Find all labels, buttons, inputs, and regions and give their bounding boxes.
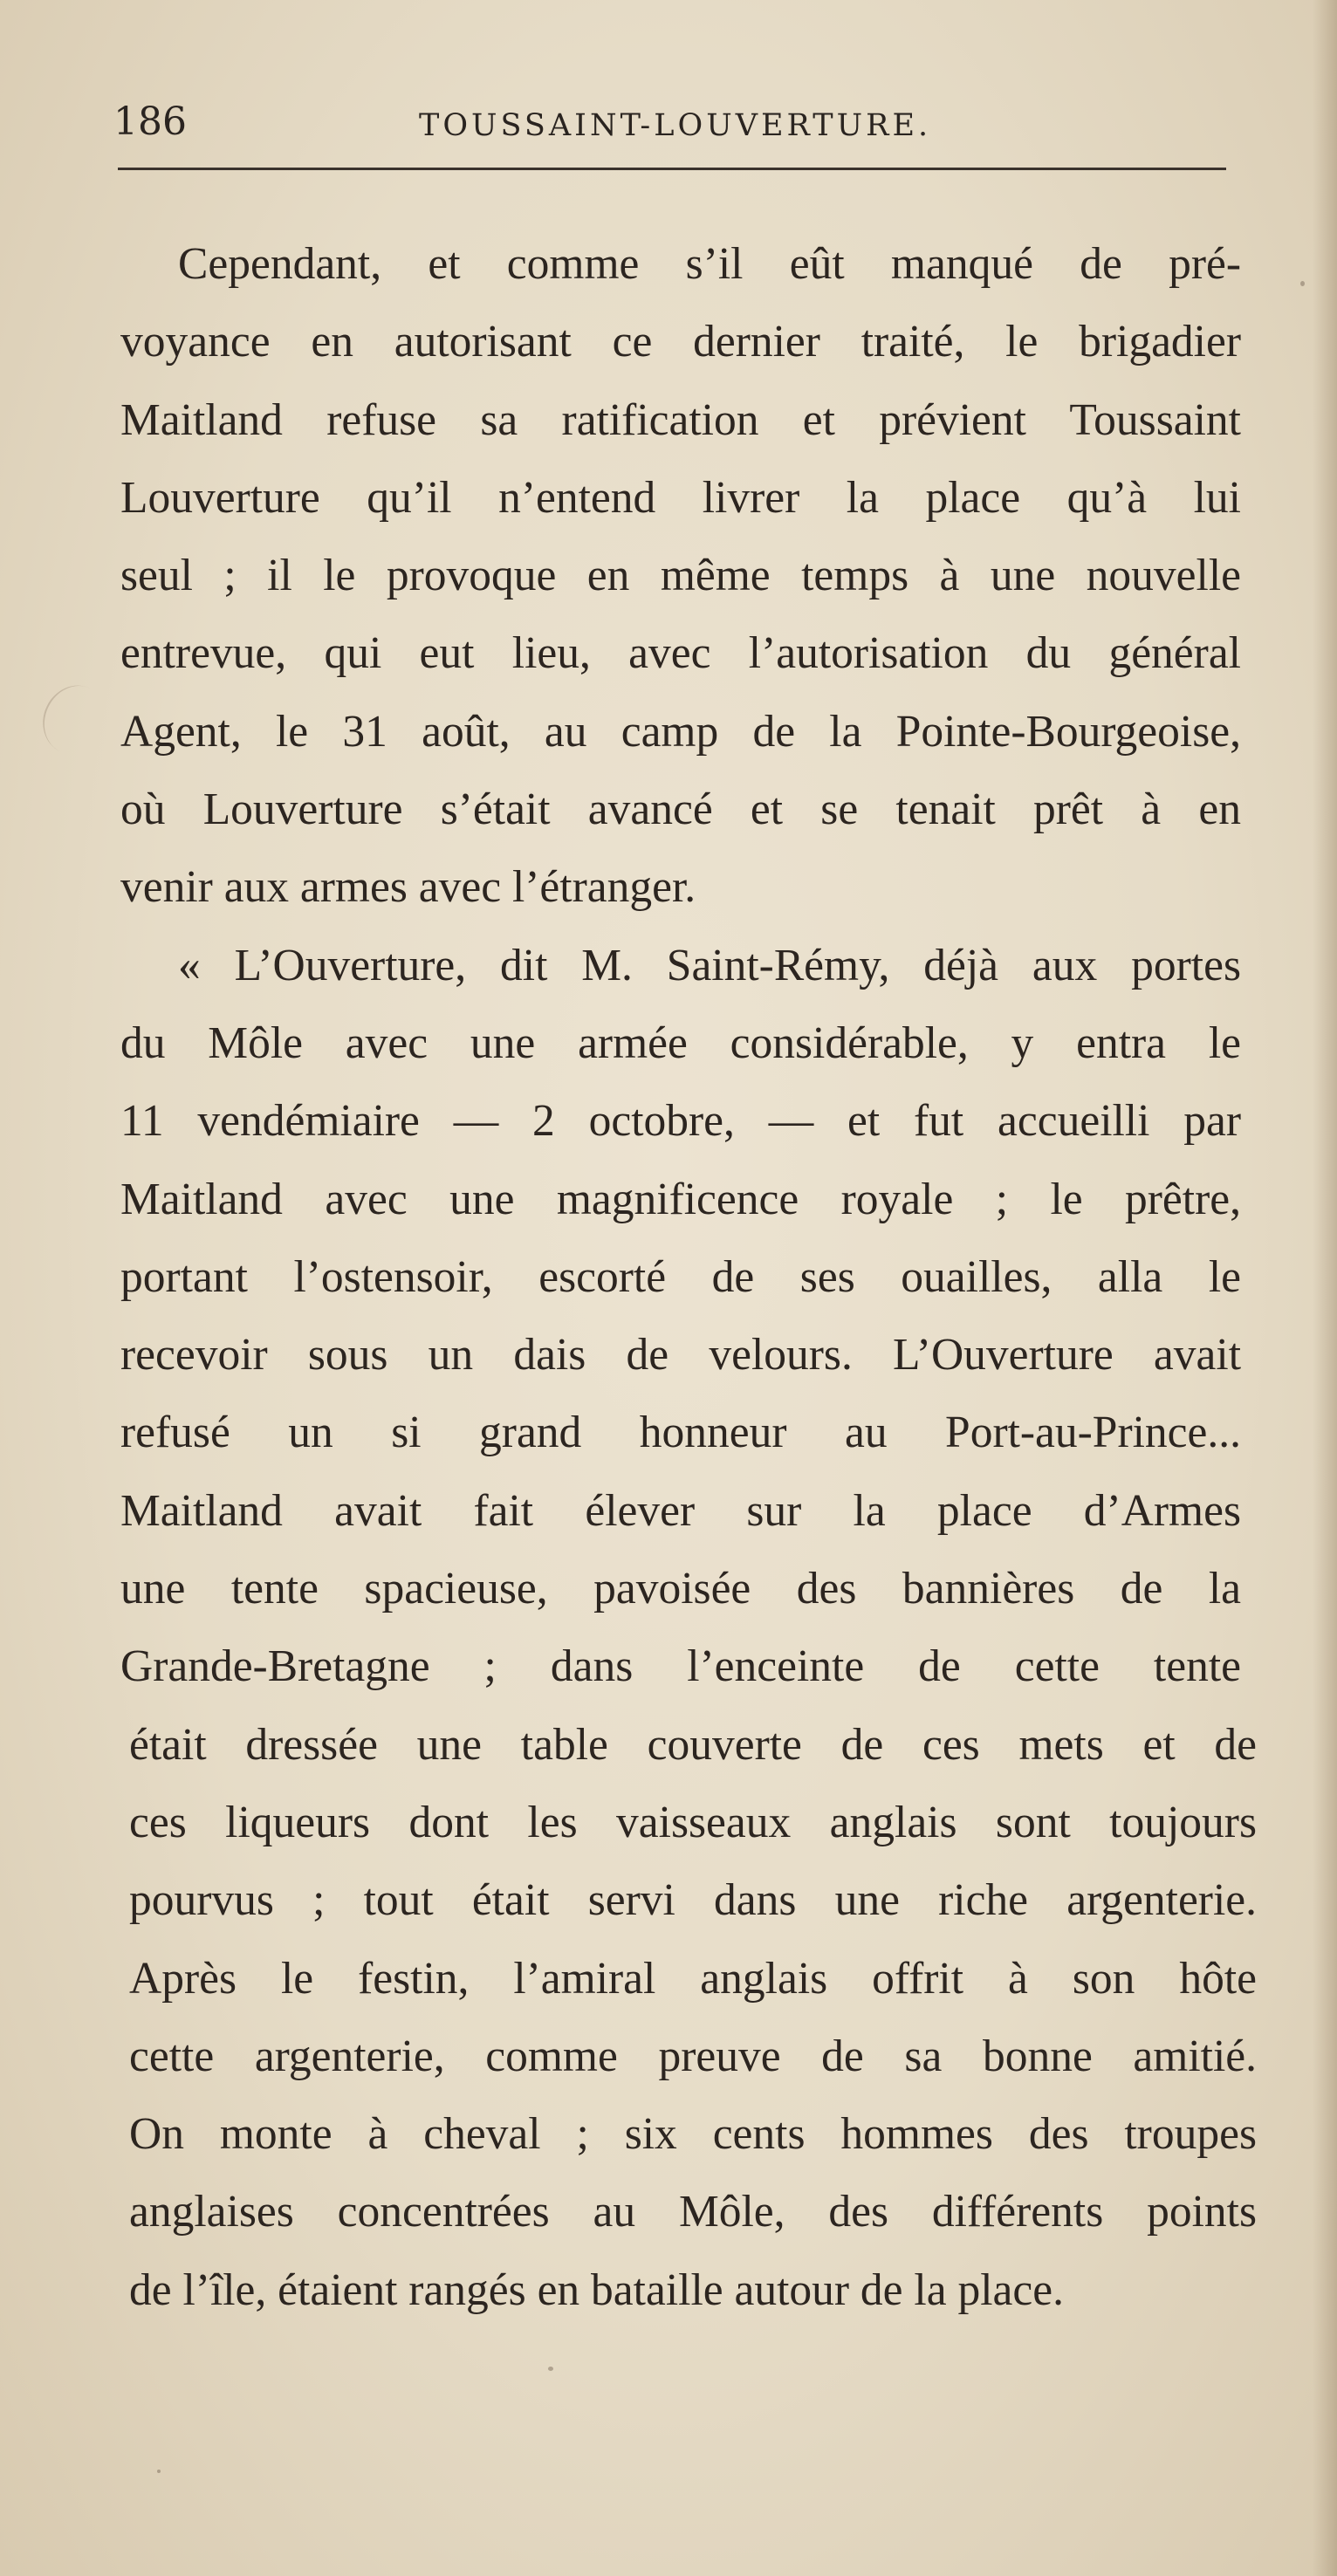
text-line: du Môle avec une armée considérable, y entra le bbox=[120, 1017, 1241, 1068]
body-text bbox=[120, 225, 1257, 2329]
text-line: était dressée une table couverte de ces mets et de bbox=[129, 1719, 1257, 1770]
page-edge-shadow bbox=[1313, 0, 1337, 2576]
text-line: de l’île, étaient rangés en bataille autour de la place. bbox=[129, 2264, 1064, 2315]
text-line: refusé un si grand honneur au Port-au-Prince... bbox=[120, 1408, 1241, 1458]
header-rule bbox=[118, 168, 1226, 170]
paper-speck bbox=[157, 2470, 161, 2473]
paper-speck bbox=[1300, 281, 1305, 286]
text-line: anglaises concentrées au Môle, des différents points bbox=[129, 2187, 1257, 2237]
page-number: 186 bbox=[113, 99, 187, 144]
text-line: ces liqueurs dont les vaisseaux anglais sont toujours bbox=[129, 1797, 1257, 1847]
text-line: cette argenterie, comme preuve de sa bonne amitié. bbox=[129, 2031, 1257, 2081]
text-line: Cependant, et comme s’il eût manqué de pré- bbox=[178, 239, 1241, 289]
running-title: TOUSSAINT-LOUVERTURE. bbox=[419, 108, 932, 143]
text-line: On monte à cheval ; six cents hommes des troupes bbox=[129, 2109, 1257, 2160]
text-line: Maitland avec une magnificence royale ; le prêtre, bbox=[120, 1174, 1241, 1224]
paper-speck bbox=[548, 2367, 553, 2371]
text-line: Maitland avait fait élever sur la place d’Armes bbox=[120, 1485, 1241, 1536]
text-line: Maitland refuse sa ratification et prévient Toussaint bbox=[120, 394, 1241, 445]
text-line: Grande-Bretagne ; dans l’enceinte de cette tente bbox=[120, 1641, 1241, 1692]
margin-stain bbox=[31, 675, 118, 765]
text-line: recevoir sous un dais de velours. L’Ouverture avait bbox=[120, 1330, 1241, 1380]
text-line: voyance en autorisant ce dernier traité, le brigadier bbox=[120, 317, 1241, 367]
text-line: « L’Ouverture, dit M. Saint-Rémy, déjà aux portes bbox=[178, 940, 1241, 990]
text-line: Agent, le 31 août, au camp de la Pointe-Bourgeoise, bbox=[120, 706, 1241, 757]
page-header bbox=[113, 94, 1231, 150]
text-line: portant l’ostensoir, escorté de ses ouailles, alla le bbox=[120, 1251, 1241, 1302]
text-line: seul ; il le provoque en même temps à une nouvelle bbox=[120, 551, 1241, 601]
text-line: pourvus ; tout était servi dans une riche argenterie. bbox=[129, 1875, 1257, 1926]
text-line: venir aux armes avec l’étranger. bbox=[120, 862, 696, 913]
text-line: entrevue, qui eut lieu, avec l’autorisation du général bbox=[120, 628, 1241, 679]
text-line: où Louverture s’était avancé et se tenait prêt à en bbox=[120, 784, 1241, 835]
text-line: Après le festin, l’amiral anglais offrit à son hôte bbox=[129, 1953, 1257, 2004]
text-line: Louverture qu’il n’entend livrer la place qu’à lui bbox=[120, 472, 1241, 523]
text-line: une tente spacieuse, pavoisée des bannières de la bbox=[120, 1564, 1241, 1614]
text-line: 11 vendémiaire — 2 octobre, — et fut accueilli par bbox=[120, 1096, 1241, 1147]
